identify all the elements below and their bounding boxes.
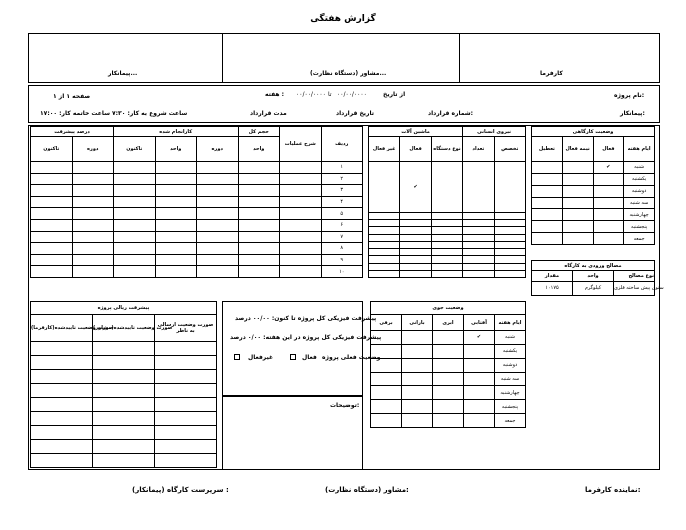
employer-signature: نماینده کارفرما: <box>585 486 641 494</box>
from-date-label: از تاریخ <box>383 91 406 98</box>
physical-week: پیشرفت فیزیکی کل پروژه در این هفته: ۰/۰۰ درصد <box>230 334 382 341</box>
end-time-label: ساعت خاتمه کار: ۱۷:۰۰ <box>40 110 111 117</box>
inactive-checkbox[interactable] <box>234 354 240 360</box>
contract-date-label: تاریخ قرارداد <box>336 110 375 117</box>
financial-table: پیشرفت ریالی پروژه صورت وضعیت تاییدشده(کارفرما) صورت وضعیت تاییدشده(مشاور) صورت وضعیت ارسالی به ناظر <box>30 301 217 468</box>
consultant-label: مشاور (دستگاه نظارت)... <box>310 70 387 77</box>
physical-total: پیشرفت فیزیکی کل پروژه تا کنون: ۰۰/۰۰ درصد <box>235 315 377 322</box>
consultant-signature: مشاور (دستگاه نظارت): <box>325 486 409 494</box>
contractor-info-label: پیمانکار: <box>620 110 645 117</box>
machinery-title: ماشین آلات <box>369 127 463 137</box>
workshop-status-table: وضعیت کارگاهی تعطیل نیمه فعال فعال ایام هفته ✔ شنبه یکشنبه دوشنبه سه شنبه چهارشنبه پنجشنبه جمعه <box>531 126 655 245</box>
notes-label: توضیحات: <box>330 402 360 409</box>
start-time-label: ساعت شروع به کار: ۷:۳۰ <box>112 110 188 117</box>
active-label: فعال <box>302 354 317 361</box>
contract-duration-label: مدت قرارداد <box>250 110 287 117</box>
from-date-value: ۰۰/۰۰/۰۰۰۰ <box>296 91 326 98</box>
status-label: وضعیت فعلی پروژه <box>322 354 381 361</box>
inactive-label: غیرفعال <box>248 354 274 361</box>
to-label: تا <box>328 91 332 98</box>
resources-table: ماشین آلات نیروی انسانی غیر فعال فعال نوع دستگاه تعداد تخصص ✔ <box>368 126 526 278</box>
active-checkbox[interactable] <box>290 354 296 360</box>
workshop-status-title: وضعیت کارگاهی <box>532 127 655 137</box>
manpower-title: نیروی انسانی <box>463 127 526 137</box>
supervisor-signature: سرپرست کارگاه (پیمانکار) : <box>132 486 229 494</box>
page-number: صفحه ۱ از ۱ <box>53 93 91 100</box>
contractor-label: پیمانکار... <box>108 70 138 77</box>
materials-table: مصالح ورودی به کارگاه مقدار واحد نوع مصالح ۱۰۱۷۵ کیلوگرم ستون پیش ساخته فلزی <box>531 260 655 296</box>
check-mark: ✔ <box>464 331 495 345</box>
financial-title: پیشرفت ریالی پروژه <box>31 302 217 315</box>
project-name-label: نام پروژه: <box>614 92 645 99</box>
check-mark: ✔ <box>400 162 431 213</box>
materials-title: مصالح ورودی به کارگاه <box>532 261 655 271</box>
week-label: هفته : <box>265 91 285 98</box>
employer-label: کارفرما <box>540 70 563 77</box>
check-mark: ✔ <box>593 162 624 174</box>
to-date-value: ۰۰/۰۰/۰۰۰۰ <box>337 91 367 98</box>
page-title: گزارش هفتگی <box>310 14 376 24</box>
weather-title: وضعیت جوی <box>371 302 526 315</box>
operations-table: درصد پیشرفت کارانجام شده حجم کل شرح عملیات ردیف تاکنون دوره تاکنون واحد دوره واحد ۱ ۲ ۳ ۴ ۵ ۶ ۷ ۸ ۹ ۱۰ <box>30 126 363 278</box>
contract-no-label: شماره قرارداد: <box>428 110 474 117</box>
weather-table: وضعیت جوی برفی بارانی ابری آفتابی ایام هفته ✔ شنبه یکشنبه دوشنبه سه شنبه چهارشنبه پنجشنبه جمعه <box>370 301 526 428</box>
